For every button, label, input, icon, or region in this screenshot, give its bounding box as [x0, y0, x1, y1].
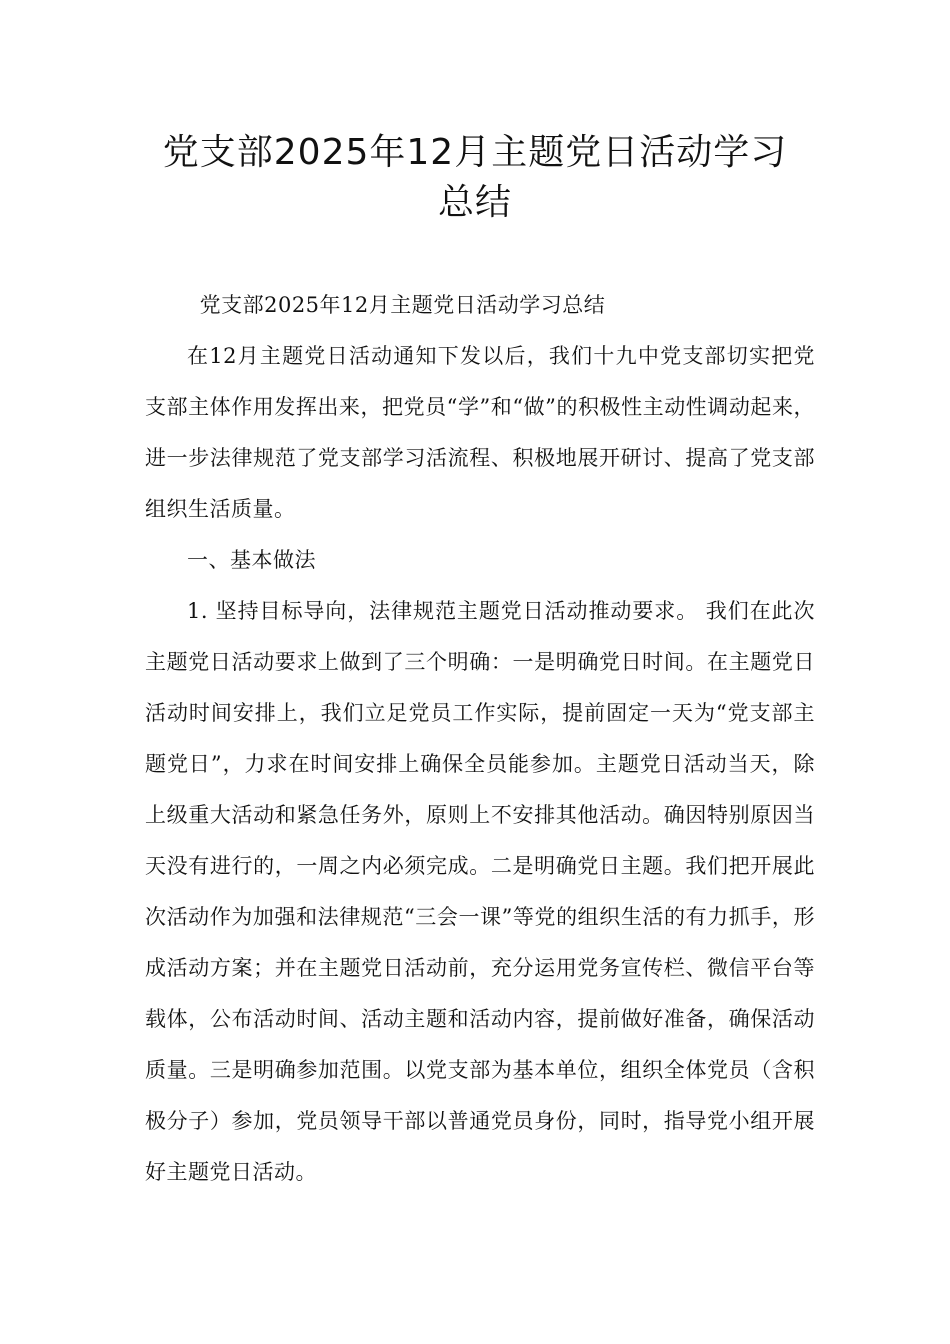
paragraph-point-1: 1. 坚持目标导向，法律规范主题党日活动推动要求。 我们在此次主题党日活动要求上做到了三个明确：一是明确党日时间。在主题党日活动时间安排上，我们立足党员工作实际，提前固定一天为“党支部主题党日”，力求在时间安排上确保全员能参加。主题党日活动当天，除上级重大活动和紧急任务外，原则上不安排其他活动。确因特别原因当天没有进行的，一周之内必须完成。二是明确党日主题。我们把开展此次活动作为加强和法律规范“三会一课”等党的组织生活的有力抓手，形成活动方案；并在主题党日活动前，充分运用党务宣传栏、微信平台等载体，公布活动时间、活动主题和活动内容，提前做好准备，确保活动质量。三是明确参加范围。以党支部为基本单位，组织全体党员（含积极分子）参加，党员领导干部以普通党员身份，同时，指导党小组开展好主题党日活动。: [145, 599, 815, 1184]
document-body: [145, 280, 815, 1198]
document-subtitle: 党支部2025年12月主题党日活动学习总结: [199, 293, 606, 317]
document-title-line-1: 党支部2025年12月主题党日活动学习: [162, 132, 788, 173]
document-title: [120, 128, 830, 228]
intro-paragraph: 在12月主题党日活动通知下发以后，我们十九中党支部切实把党支部主体作用发挥出来，把党员“学”和“做”的积极性主动性调动起来，进一步法律规范了党支部学习活流程、积极地展开研讨、提高了党支部组织生活质量。: [145, 344, 815, 521]
document-title-line-2: 总结: [437, 182, 512, 223]
section-heading-basic-practices: 一、基本做法: [187, 548, 316, 572]
